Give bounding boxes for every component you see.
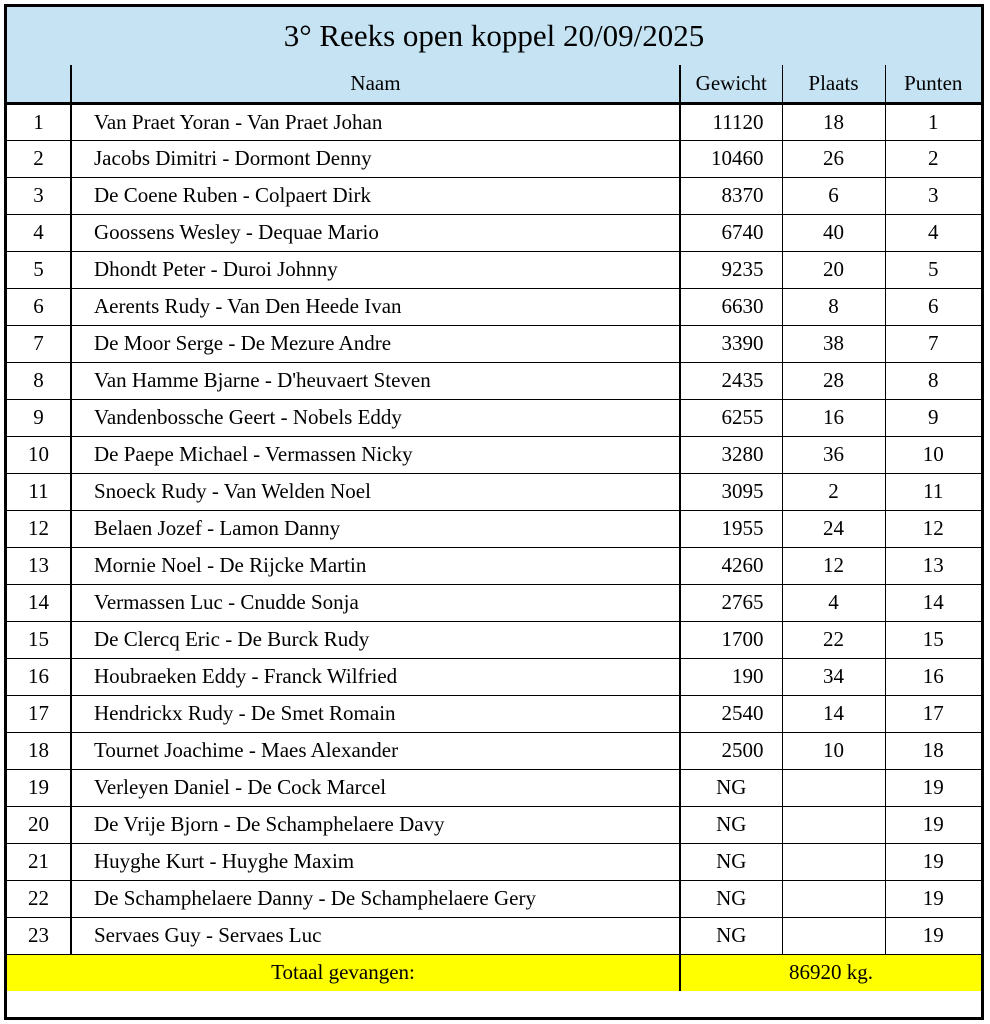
weight-cell: 4260 (680, 547, 782, 584)
name-cell: Van Praet Yoran - Van Praet Johan (71, 103, 680, 140)
place-cell: 18 (782, 103, 885, 140)
weight-cell: 190 (680, 658, 782, 695)
place-cell (782, 806, 885, 843)
table-row (7, 288, 981, 325)
total-value: 86920 kg. (680, 954, 981, 991)
name-cell: Snoeck Rudy - Van Welden Noel (71, 473, 680, 510)
points-cell: 6 (885, 288, 981, 325)
weight-cell: 1700 (680, 621, 782, 658)
name-cell: De Paepe Michael - Vermassen Nicky (71, 436, 680, 473)
name-cell: De Vrije Bjorn - De Schamphelaere Davy (71, 806, 680, 843)
name-cell: Jacobs Dimitri - Dormont Denny (71, 140, 680, 177)
table-row (7, 362, 981, 399)
rank-cell: 15 (7, 621, 71, 658)
table-row (7, 103, 981, 140)
name-cell: Houbraeken Eddy - Franck Wilfried (71, 658, 680, 695)
rank-cell: 13 (7, 547, 71, 584)
rank-cell: 6 (7, 288, 71, 325)
points-cell: 17 (885, 695, 981, 732)
name-cell: Hendrickx Rudy - De Smet Romain (71, 695, 680, 732)
points-cell: 16 (885, 658, 981, 695)
weight-cell: 6740 (680, 214, 782, 251)
table-row (7, 843, 981, 880)
points-cell: 11 (885, 473, 981, 510)
weight-cell: 2500 (680, 732, 782, 769)
rank-cell: 20 (7, 806, 71, 843)
place-cell: 36 (782, 436, 885, 473)
rank-cell: 21 (7, 843, 71, 880)
rank-cell: 19 (7, 769, 71, 806)
total-label: Totaal gevangen: (7, 954, 680, 991)
place-cell: 12 (782, 547, 885, 584)
points-cell: 13 (885, 547, 981, 584)
table-row (7, 436, 981, 473)
weight-cell: 2435 (680, 362, 782, 399)
points-cell: 4 (885, 214, 981, 251)
page-title: 3° Reeks open koppel 20/09/2025 (7, 7, 981, 67)
rank-cell: 23 (7, 917, 71, 954)
place-cell: 40 (782, 214, 885, 251)
header-weight: Gewicht (680, 65, 782, 103)
name-cell: Huyghe Kurt - Huyghe Maxim (71, 843, 680, 880)
rank-cell: 10 (7, 436, 71, 473)
weight-cell: 2540 (680, 695, 782, 732)
points-cell: 8 (885, 362, 981, 399)
header-row (7, 65, 981, 103)
place-cell: 4 (782, 584, 885, 621)
name-cell: De Schamphelaere Danny - De Schamphelaere Gery (71, 880, 680, 917)
header-points: Punten (885, 65, 981, 103)
weight-cell: 3280 (680, 436, 782, 473)
place-cell: 16 (782, 399, 885, 436)
name-cell: Tournet Joachime - Maes Alexander (71, 732, 680, 769)
name-cell: Goossens Wesley - Dequae Mario (71, 214, 680, 251)
table-row (7, 510, 981, 547)
weight-cell: 2765 (680, 584, 782, 621)
weight-cell: 8370 (680, 177, 782, 214)
name-cell: Dhondt Peter - Duroi Johnny (71, 251, 680, 288)
table-row (7, 214, 981, 251)
points-cell: 7 (885, 325, 981, 362)
table-row (7, 658, 981, 695)
rank-cell: 16 (7, 658, 71, 695)
points-cell: 5 (885, 251, 981, 288)
table-row (7, 325, 981, 362)
name-cell: De Clercq Eric - De Burck Rudy (71, 621, 680, 658)
name-cell: Aerents Rudy - Van Den Heede Ivan (71, 288, 680, 325)
place-cell (782, 843, 885, 880)
table-row (7, 917, 981, 954)
place-cell: 20 (782, 251, 885, 288)
name-cell: Vandenbossche Geert - Nobels Eddy (71, 399, 680, 436)
place-cell: 28 (782, 362, 885, 399)
table-row (7, 732, 981, 769)
rank-cell: 22 (7, 880, 71, 917)
points-cell: 19 (885, 843, 981, 880)
points-cell: 19 (885, 769, 981, 806)
rank-cell: 4 (7, 214, 71, 251)
points-cell: 15 (885, 621, 981, 658)
rank-cell: 14 (7, 584, 71, 621)
weight-cell: NG (680, 769, 782, 806)
header-rank (7, 65, 71, 103)
results-sheet (4, 4, 984, 1020)
points-cell: 18 (885, 732, 981, 769)
rank-cell: 3 (7, 177, 71, 214)
rank-cell: 9 (7, 399, 71, 436)
rank-cell: 1 (7, 103, 71, 140)
name-cell: De Moor Serge - De Mezure Andre (71, 325, 680, 362)
table-row (7, 140, 981, 177)
weight-cell: 3390 (680, 325, 782, 362)
table-row (7, 473, 981, 510)
name-cell: De Coene Ruben - Colpaert Dirk (71, 177, 680, 214)
rank-cell: 17 (7, 695, 71, 732)
name-cell: Van Hamme Bjarne - D'heuvaert Steven (71, 362, 680, 399)
name-cell: Belaen Jozef - Lamon Danny (71, 510, 680, 547)
table-row (7, 806, 981, 843)
weight-cell: 1955 (680, 510, 782, 547)
place-cell: 8 (782, 288, 885, 325)
points-cell: 19 (885, 806, 981, 843)
weight-cell: NG (680, 843, 782, 880)
place-cell: 34 (782, 658, 885, 695)
header-name: Naam (71, 65, 680, 103)
weight-cell: 6255 (680, 399, 782, 436)
name-cell: Mornie Noel - De Rijcke Martin (71, 547, 680, 584)
place-cell (782, 917, 885, 954)
weight-cell: NG (680, 880, 782, 917)
table-row (7, 399, 981, 436)
points-cell: 19 (885, 917, 981, 954)
rank-cell: 11 (7, 473, 71, 510)
header-place: Plaats (782, 65, 885, 103)
name-cell: Vermassen Luc - Cnudde Sonja (71, 584, 680, 621)
points-cell: 1 (885, 103, 981, 140)
rank-cell: 7 (7, 325, 71, 362)
place-cell: 14 (782, 695, 885, 732)
name-cell: Servaes Guy - Servaes Luc (71, 917, 680, 954)
table-row (7, 177, 981, 214)
results-table (7, 65, 981, 991)
name-cell: Verleyen Daniel - De Cock Marcel (71, 769, 680, 806)
table-row (7, 880, 981, 917)
weight-cell: NG (680, 806, 782, 843)
place-cell: 2 (782, 473, 885, 510)
place-cell: 38 (782, 325, 885, 362)
rank-cell: 2 (7, 140, 71, 177)
points-cell: 3 (885, 177, 981, 214)
table-row (7, 584, 981, 621)
weight-cell: 9235 (680, 251, 782, 288)
points-cell: 10 (885, 436, 981, 473)
weight-cell: 11120 (680, 103, 782, 140)
table-row (7, 769, 981, 806)
total-row (7, 954, 981, 991)
rank-cell: 8 (7, 362, 71, 399)
place-cell (782, 769, 885, 806)
points-cell: 2 (885, 140, 981, 177)
place-cell: 6 (782, 177, 885, 214)
place-cell (782, 880, 885, 917)
points-cell: 9 (885, 399, 981, 436)
table-row (7, 547, 981, 584)
table-row (7, 695, 981, 732)
weight-cell: 3095 (680, 473, 782, 510)
place-cell: 22 (782, 621, 885, 658)
place-cell: 10 (782, 732, 885, 769)
table-row (7, 251, 981, 288)
rank-cell: 5 (7, 251, 71, 288)
table-row (7, 621, 981, 658)
rank-cell: 12 (7, 510, 71, 547)
points-cell: 19 (885, 880, 981, 917)
place-cell: 24 (782, 510, 885, 547)
place-cell: 26 (782, 140, 885, 177)
points-cell: 12 (885, 510, 981, 547)
weight-cell: NG (680, 917, 782, 954)
weight-cell: 10460 (680, 140, 782, 177)
points-cell: 14 (885, 584, 981, 621)
rank-cell: 18 (7, 732, 71, 769)
weight-cell: 6630 (680, 288, 782, 325)
